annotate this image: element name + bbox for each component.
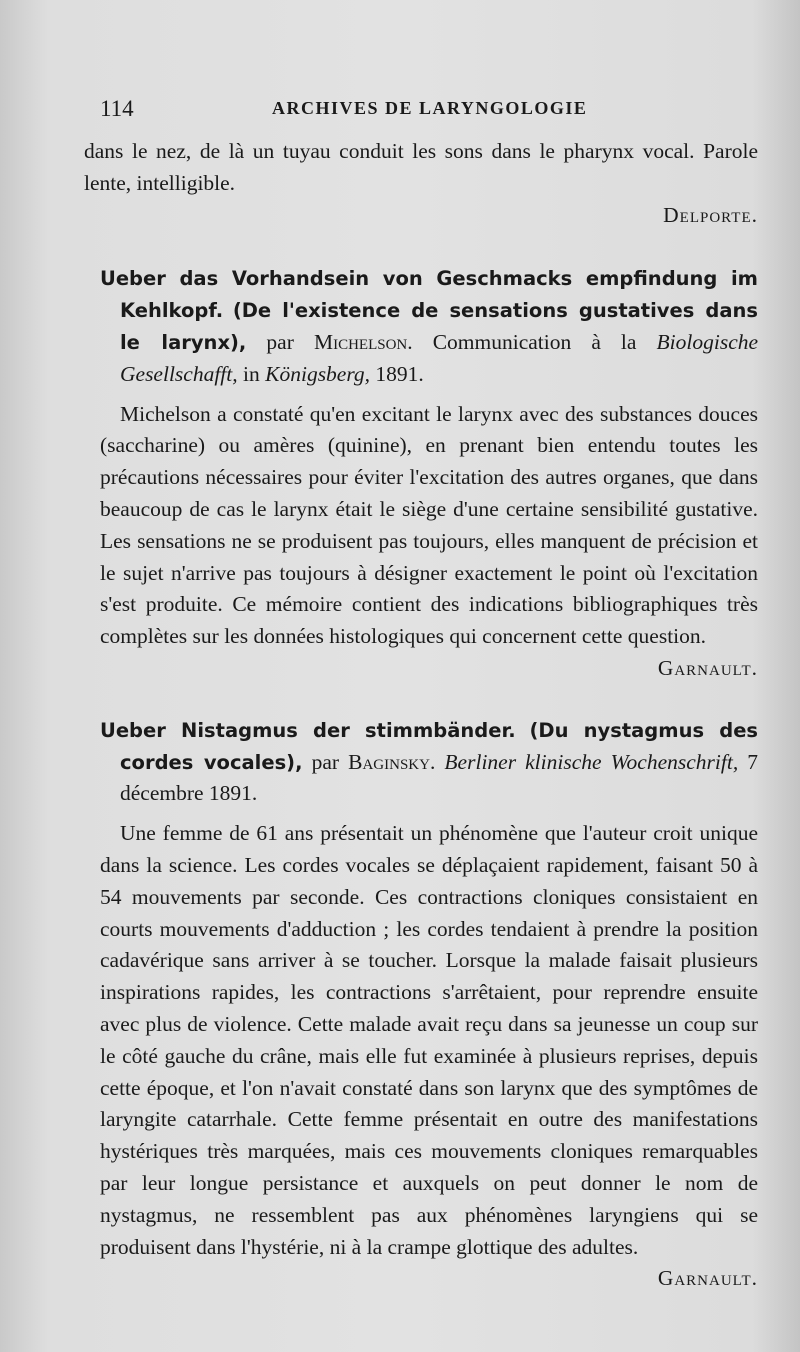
article-heading-nistagmus <box>100 715 758 810</box>
article-date: 7 décembre 1891. <box>120 749 759 806</box>
article-body-geschmacks: Michelson a constaté qu'en excitant le larynx avec des substances douces (saccharine) ou amères (quinine), en prenant bien entendu toutes les précautions nécessaires pour éviter l'excitation des autres organes, que dans beaucoup de cas le larynx était le siège d'une certaine sensibilité gustative. Les sensations ne se produisent pas toujours, elles manquent de précision et le sujet n'arrive pas toujours à désigner exactement le point où l'excitation s'est produite. Ce mémoire contient des indications bibliographiques très complètes sur les données histologiques qui concernent cette question. <box>100 401 758 649</box>
article-title-french: (De l'existence de sensations gustatives dans le larynx), <box>120 299 758 354</box>
article-journal: Berliner klinische Wochenschrift, <box>444 749 739 774</box>
article-body-nistagmus: Une femme de 61 ans présentait un phénomène que l'auteur croit unique dans la science. Les cordes vocales se déplaçaient rapidement, faisant 50 à 54 mouvements par seconde. Ces contractions cloniques consistaient en courts mouvements d'adduction ; les cordes tendaient à prendre la position cadavérique sans arriver à se toucher. Lorsque la malade faisait plusieurs inspirations rapides, les contractions s'arrêtaient, pour reprendre ensuite avec plus de violence. Cette malade avait reçu dans sa jeunesse un coup sur le côté gauche du crâne, mais elle fut examinée à plusieurs reprises, depuis cette époque, et l'on n'avait constaté dans son larynx que des symptômes de laryngite catarrhale. Cette femme présentait en outre des manifestations hystériques très marquées, mais ces mouvements cloniques remarquables par leur longue persistance et auxquels on peut donner le nom de nystagmus, ne ressemblent pas aux phénomènes laryngiens qui se produisent dans l'hystérie, ni à la crampe glottique des adultes. <box>100 821 758 1259</box>
par-word: par <box>311 749 340 774</box>
continued-paragraph: dans le nez, de là un tuyau conduit les sons dans le pharynx vocal. Parole lente, intelligible. <box>84 139 758 195</box>
page-content <box>84 136 759 1295</box>
article-title-french: (Du nystagmus des cordes vocales), <box>120 718 759 774</box>
article-communication: Communication à la <box>432 329 637 354</box>
page-number: 114 <box>100 96 134 121</box>
signature-garnault-2: Garnault. <box>657 1266 758 1291</box>
par-word: par <box>266 329 294 354</box>
running-title: ARCHIVES DE LARYNGOLOGIE <box>272 98 588 118</box>
article-heading-geschmacks <box>100 263 758 390</box>
article-author: Michelson. <box>313 329 413 354</box>
page-header <box>100 96 800 126</box>
signature-garnault-1: Garnault. <box>657 655 758 680</box>
article-title-german: Ueber Nistagmus der stimmbänder. <box>100 718 516 742</box>
article-title-german: Ueber das Vorhandsein von Geschmacks empfindung im Kehlkopf. <box>100 267 758 323</box>
article-journal: Biologische Gesellschafft, <box>120 329 759 386</box>
in-word: in <box>243 361 260 386</box>
article-place: Königsberg, <box>265 361 371 386</box>
signature-delporte: Delporte. <box>663 202 758 227</box>
article-year: 1891. <box>375 361 424 386</box>
article-author: Baginsky. <box>348 749 436 774</box>
